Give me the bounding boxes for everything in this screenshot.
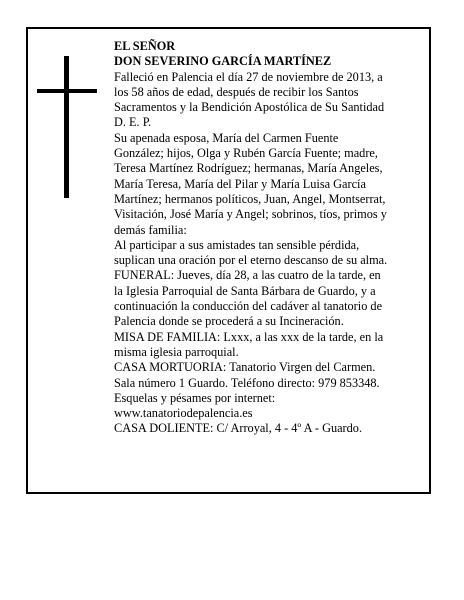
body-line: Esquelas y pésames por internet: (114, 390, 276, 405)
body-line: continuación la conducción del cadáver al tanatorio de (114, 299, 383, 314)
body-line: Sacramentos y la Bendición Apostólica de Su Santidad (114, 100, 385, 115)
obituary-text (114, 39, 429, 437)
body-line: MISA DE FAMILIA: Lxxx, a las xxx de la tarde, en la (114, 329, 384, 344)
body-line: María Teresa, María del Pilar y María Luisa García (114, 176, 366, 191)
body-line: www.tanatoriodepalencia.es (114, 406, 253, 421)
body-line: Palencia donde se procederá a su Incineración. (114, 314, 344, 329)
body-line: González; hijos, Olga y Rubén García Fuente; madre, (114, 146, 378, 161)
body-line: la Iglesia Parroquial de Santa Bárbara de Guardo, y a (114, 283, 376, 298)
title-line: EL SEÑOR (114, 39, 176, 53)
body-line: misma iglesia parroquial. (114, 344, 239, 359)
body-line: Al participar a sus amistades tan sensible pérdida, (114, 237, 360, 252)
body-line: Sala número 1 Guardo. Teléfono directo: 979 853348. (114, 375, 380, 390)
body-line: suplican una oración por el eterno descanso de su alma. (114, 253, 388, 268)
deceased-name: DON SEVERINO GARCÍA MARTÍNEZ (114, 54, 332, 69)
obituary-body (114, 70, 429, 437)
body-line: Teresa Martínez Rodríguez; hermanas, María Angeles, (114, 161, 383, 176)
body-line: demás familia: (114, 222, 187, 237)
body-line: los 58 años de edad, después de recibir los Santos (114, 84, 359, 99)
latin-cross-icon (37, 56, 97, 198)
body-line: Su apenada esposa, María del Carmen Fuente (114, 130, 339, 145)
body-line: FUNERAL: Jueves, día 28, a las cuatro de la tarde, en (114, 268, 381, 283)
body-line: D. E. P. (114, 115, 152, 130)
body-line: CASA MORTUORIA: Tanatorio Virgen del Carmen. (114, 360, 376, 375)
cross-horizontal-bar (37, 89, 97, 93)
body-line: Martínez; hermanos políticos, Juan, Angel, Montserrat, (114, 191, 386, 206)
cross-vertical-bar (64, 56, 69, 198)
body-line: CASA DOLIENTE: C/ Arroyal, 4 - 4º A - Guardo. (114, 421, 363, 436)
body-line: Falleció en Palencia el día 27 de noviembre de 2013, a (114, 69, 383, 84)
body-line: Visitación, José María y Angel; sobrinos, tíos, primos y (114, 207, 387, 222)
